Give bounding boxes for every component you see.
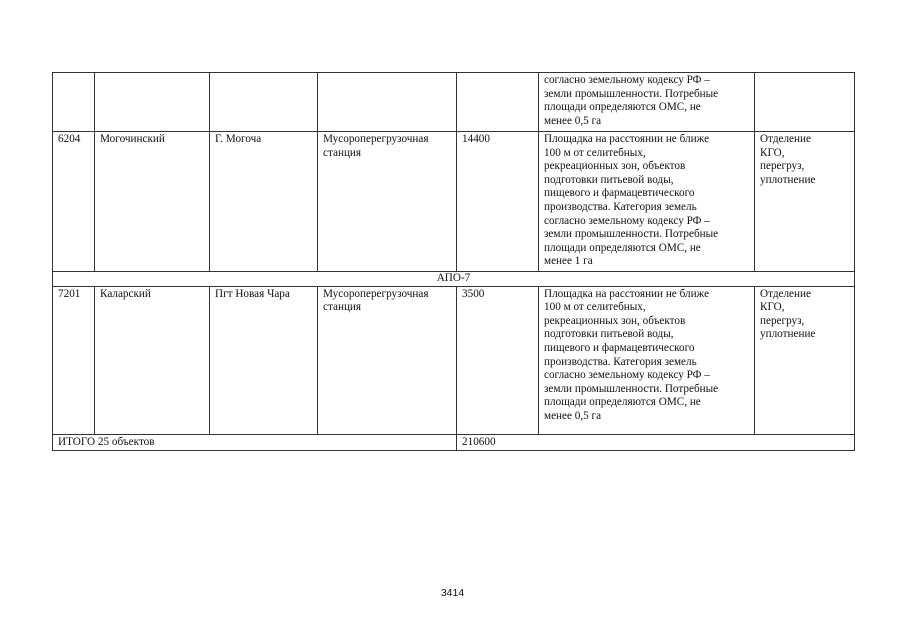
operations-line: Отделение <box>760 133 811 145</box>
requirements-line: подготовки питьевой воды, <box>544 328 674 341</box>
cell-requirements <box>539 132 755 272</box>
operations-line: Отделение <box>760 287 811 300</box>
operations-line: уплотнение <box>760 173 816 186</box>
cell-settlement: Г. Могоча <box>210 132 318 272</box>
requirements-line: Площадка на расстоянии не ближе <box>544 133 710 145</box>
cell-settlement: Пгт Новая Чара <box>210 286 318 434</box>
cell-capacity <box>457 73 539 132</box>
objects-table <box>52 72 855 451</box>
operations-line: перегруз, <box>760 314 805 327</box>
requirements-line: площади определяются ОМС, не <box>544 396 701 409</box>
object-line: Мусороперегрузочная <box>323 287 429 300</box>
cell-district: Каларский <box>95 286 210 434</box>
cell-code: 6204 <box>53 132 95 272</box>
table-row-continuation <box>53 73 855 132</box>
requirements-line: согласно земельному кодексу РФ – <box>544 214 710 227</box>
total-label: ИТОГО 25 объектов <box>53 434 457 451</box>
requirements-line: менее 1 га <box>544 255 593 268</box>
requirements-line: подготовки питьевой воды, <box>544 173 674 186</box>
cell-code: 7201 <box>53 286 95 434</box>
cell-settlement <box>210 73 318 132</box>
cell-object <box>318 286 457 434</box>
requirements-line: площади определяются ОМС, не <box>544 101 701 114</box>
requirements-line: производства. Категория земель <box>544 200 697 213</box>
operations-line: уплотнение <box>760 328 816 341</box>
object-line: станция <box>323 301 362 314</box>
requirements-line: пищевого и фармацевтического <box>544 341 695 354</box>
section-row <box>53 272 855 287</box>
section-header-apo7: АПО-7 <box>53 272 855 287</box>
requirements-line: производства. Категория земель <box>544 355 697 368</box>
cell-requirements <box>539 73 755 132</box>
cell-operations <box>755 132 855 272</box>
cell-district: Могочинский <box>95 132 210 272</box>
requirements-line: пищевого и фармацевтического <box>544 187 695 200</box>
total-row <box>53 434 855 451</box>
cell-object <box>318 73 457 132</box>
cell-operations <box>755 73 855 132</box>
requirements-line: рекреационных зон, объектов <box>544 314 686 327</box>
cell-requirements <box>539 286 755 434</box>
total-capacity: 210600 <box>457 434 855 451</box>
requirements-line: согласно земельному кодексу РФ – <box>544 369 710 382</box>
operations-line: КГО, <box>760 301 785 314</box>
object-line: станция <box>323 146 362 159</box>
requirements-line: рекреационных зон, объектов <box>544 160 686 173</box>
operations-line: КГО, <box>760 146 785 159</box>
operations-line: перегруз, <box>760 160 805 173</box>
requirements-line: 100 м от селитебных, <box>544 301 646 314</box>
cell-operations <box>755 286 855 434</box>
requirements-line: 100 м от селитебных, <box>544 146 646 159</box>
requirements-line: земли промышленности. Потребные <box>544 382 719 395</box>
cell-code <box>53 73 95 132</box>
requirements-line: площади определяются ОМС, не <box>544 241 701 254</box>
table-row <box>53 286 855 434</box>
requirements-line: земли промышленности. Потребные <box>544 87 719 100</box>
cell-object <box>318 132 457 272</box>
cell-capacity: 3500 <box>457 286 539 434</box>
cell-district <box>95 73 210 132</box>
requirements-line: согласно земельному кодексу РФ – <box>544 74 710 86</box>
cell-capacity: 14400 <box>457 132 539 272</box>
requirements-line: земли промышленности. Потребные <box>544 228 719 241</box>
requirements-line: Площадка на расстоянии не ближе <box>544 287 710 300</box>
requirements-line: менее 0,5 га <box>544 409 602 422</box>
object-line: Мусороперегрузочная <box>323 133 429 145</box>
table-row <box>53 132 855 272</box>
requirements-line: менее 0,5 га <box>544 114 602 127</box>
page-number: 3414 <box>440 587 465 599</box>
